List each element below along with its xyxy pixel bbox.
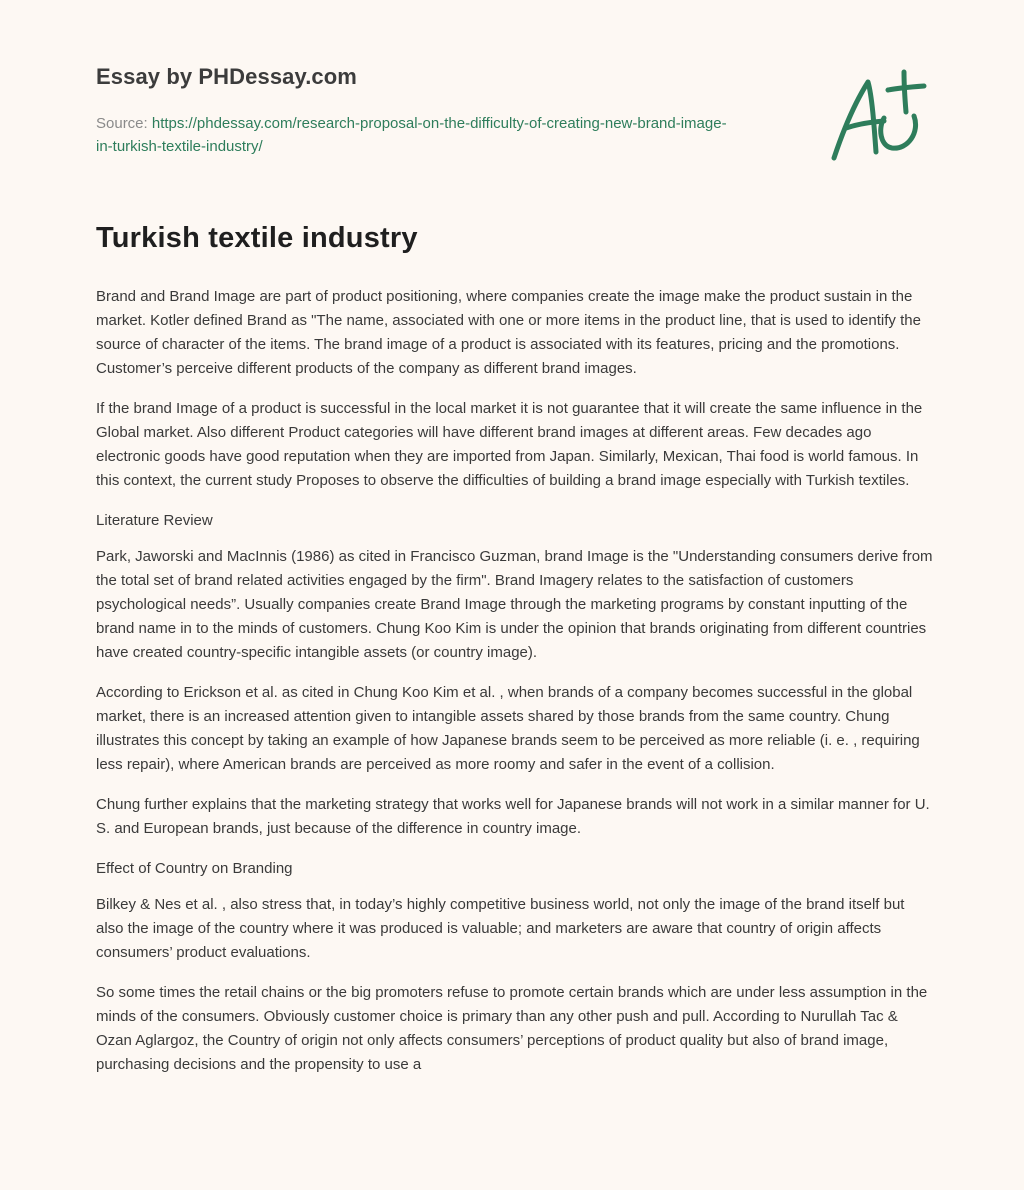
header [96, 0, 930, 220]
source-label: Source: [96, 115, 152, 132]
paragraph: According to Erickson et al. as cited in Chung Koo Kim et al. , when brands of a company becomes successful in the global market, there is an increased attention given to intangible assets shared by those brands from the same country. Chung illustrates this concept by taking an example of how Japanese brands seem to be perceived as more reliable (i. e. , requiring less repair), where American brands are perceived as more roomy and safer in the event of a collision. [96, 684, 920, 773]
paragraph: Chung further explains that the marketing strategy that works well for Japanese brands will not work in a similar manner for U. S. and European brands, just because of the difference in country image. [96, 796, 930, 837]
paragraph: So some times the retail chains or the big promoters refuse to promote certain brands which are under less assumption in the minds of the consumers. Obviously customer choice is primary than any other push and pull. According to Nurullah Tac & Ozan Aglargoz, the Country of origin not only affects consumers’ perceptions of product quality but also of brand image, purchasing decisions and the propensity to use a [96, 984, 928, 1073]
section-heading-literature-review: Literature Review [96, 512, 213, 529]
article-body [96, 285, 934, 1093]
paragraph: Bilkey & Nes et al. , also stress that, in today’s highly competitive business world, not only the image of the brand itself but also the image of the country where it was produced is valuable; and marketers are aware that country of origin affects consumers’ product evaluations. [96, 896, 905, 961]
paragraph: Brand and Brand Image are part of product positioning, where companies create the image make the product sustain in the market. Kotler defined Brand as "The name, associated with one or more items in the product line, that is used to identify the source of character of the items. The brand image of a product is associated with its features, pricing and the promotions. Customer’s perceive different products of the company as different brand images. [96, 288, 921, 377]
source-line [96, 112, 736, 158]
a-plus-logo-icon [828, 66, 930, 166]
site-brand[interactable]: Essay by PHDessay.com [96, 64, 357, 89]
paragraph: If the brand Image of a product is successful in the local market it is not guarantee that it will create the same influence in the Global market. Also different Product categories will have different brand images at different areas. Few decades ago electronic goods have good reputation when they are imported from Japan. Similarly, Mexican, Thai food is world famous. In this context, the current study Proposes to observe the difficulties of building a brand image especially with Turkish textiles. [96, 400, 923, 489]
paragraph: Park, Jaworski and MacInnis (1986) as cited in Francisco Guzman, brand Image is the "Understanding consumers derive from the total set of brand related activities engaged by the firm". Brand Imagery relates to the satisfaction of customers psychological needs”. Usually companies create Brand Image through the marketing programs by constant inputting of the brand name in to the minds of customers. Chung Koo Kim is under the opinion that brands originating from different countries have created country-specific intangible assets (or country image). [96, 548, 933, 661]
section-heading-country-effect: Effect of Country on Branding [96, 860, 293, 877]
article-title: Turkish textile industry [96, 222, 418, 254]
source-link[interactable]: https://phdessay.com/research-proposal-on-the-difficulty-of-creating-new-brand-image-in-turkish-textile-industry/ [96, 115, 727, 155]
